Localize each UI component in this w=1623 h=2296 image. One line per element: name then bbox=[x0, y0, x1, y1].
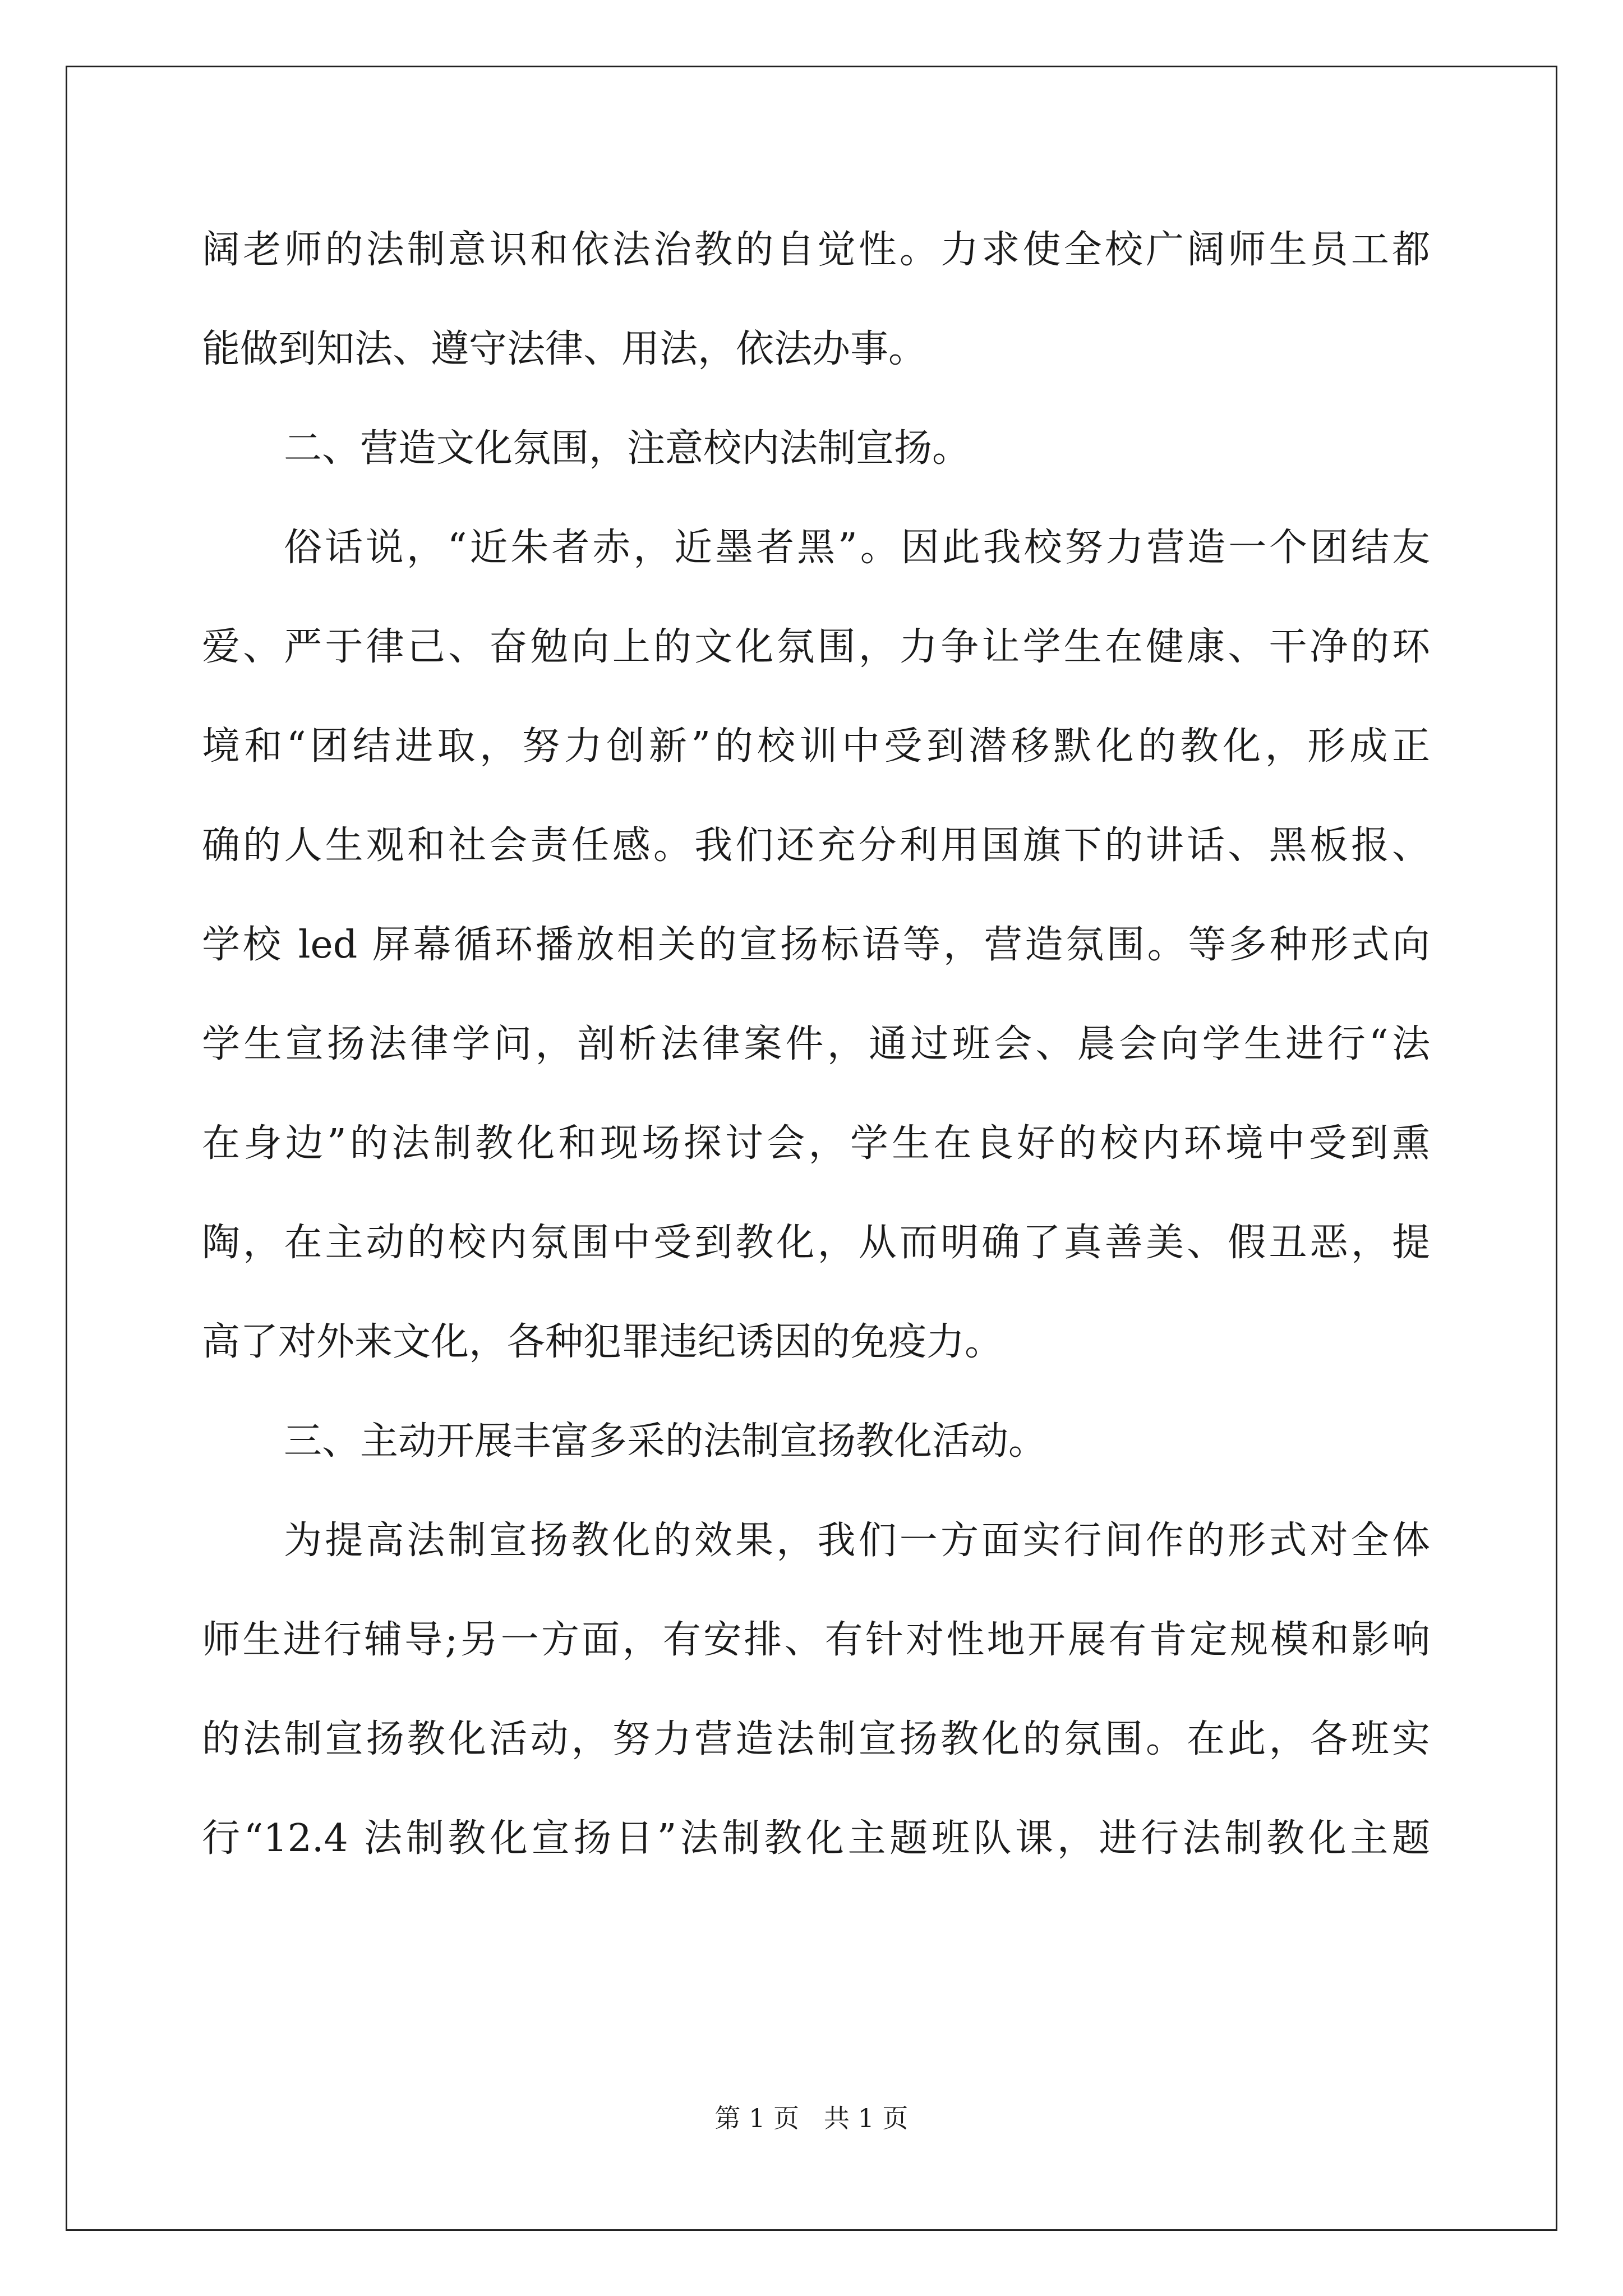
section-heading: 二、营造文化氛围，注意校内法制宣扬。 bbox=[284, 426, 971, 471]
text-line: 爱、严于律己、奋勉向上的文化氛围，力争让学生在健康、干净的环 bbox=[202, 625, 1430, 669]
text-line: 学校 led 屏幕循环播放相关的宣扬标语等，营造氛围。等多种形式向 bbox=[202, 923, 1430, 967]
text-line: 阔老师的法制意识和依法治教的自觉性。力求使全校广阔师生员工都 bbox=[202, 228, 1430, 272]
text-line: 在身边”的法制教化和现场探讨会，学生在良好的校内环境中受到熏 bbox=[202, 1121, 1430, 1166]
text-line: 高了对外来文化，各种犯罪违纪诱因的免疫力。 bbox=[202, 1320, 1003, 1364]
text-line: 行“12.4 法制教化宣扬日”法制教化主题班队课，进行法制教化主题 bbox=[202, 1816, 1430, 1861]
text-line: 能做到知法、遵守法律、用法，依法办事。 bbox=[202, 327, 927, 371]
text-line: 确的人生观和社会责任感。我们还充分利用国旗下的讲话、黑板报、 bbox=[202, 823, 1430, 868]
text-line: 师生进行辅导;另一方面，有安排、有针对性地开展有肯定规模和影响 bbox=[202, 1618, 1430, 1662]
text-line: 俗话说，“近朱者赤，近墨者黑”。因此我校努力营造一个团结友 bbox=[284, 526, 1430, 570]
text-line: 的法制宣扬教化活动，努力营造法制宣扬教化的氛围。在此，各班实 bbox=[202, 1717, 1430, 1761]
section-heading: 三、主动开展丰富多采的法制宣扬教化活动。 bbox=[284, 1419, 1047, 1464]
text-line: 学生宣扬法律学问，剖析法律案件，通过班会、晨会向学生进行“法 bbox=[202, 1022, 1430, 1066]
text-line: 陶，在主动的校内氛围中受到教化，从而明确了真善美、假丑恶，提 bbox=[202, 1221, 1430, 1265]
text-line: 为提高法制宣扬教化的效果，我们一方面实行间作的形式对全体 bbox=[284, 1519, 1430, 1563]
page-number-footer: 第 1 页 共 1 页 bbox=[714, 2103, 909, 2133]
text-line: 境和“团结进取，努力创新”的校训中受到潜移默化的教化，形成正 bbox=[202, 724, 1430, 769]
